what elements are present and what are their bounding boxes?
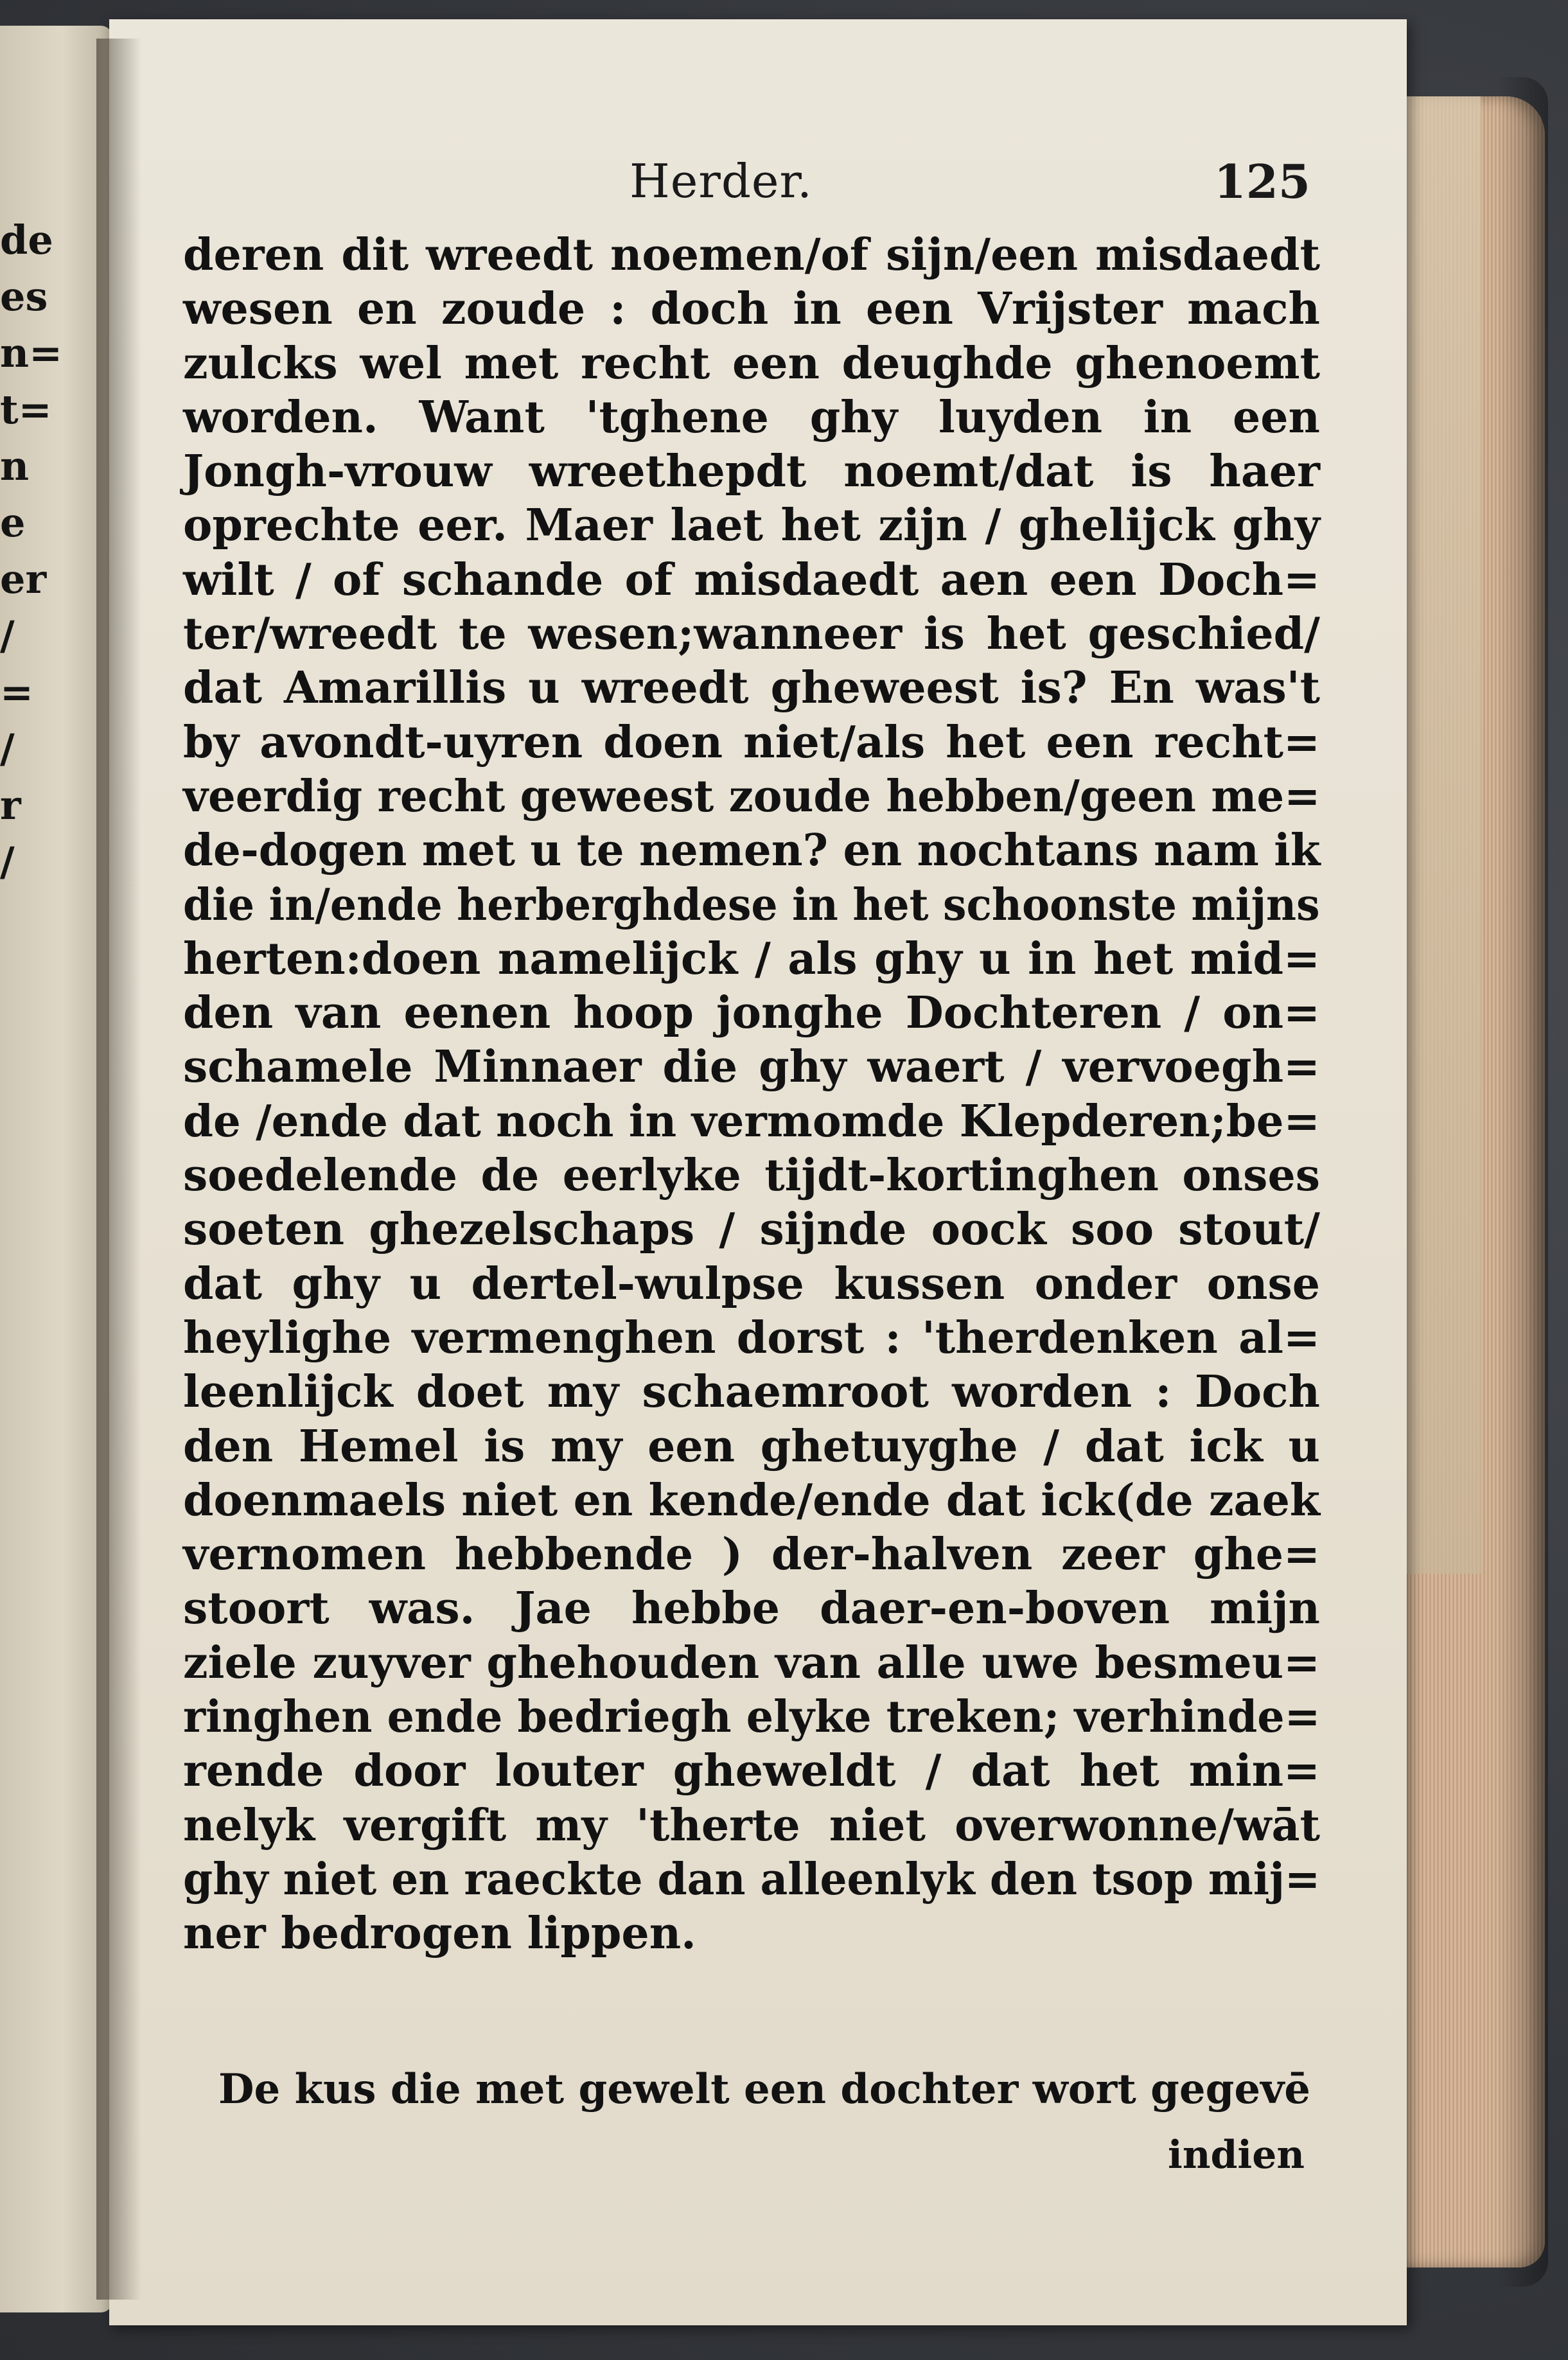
text-line: soedelende de eerlyke tijdt-kortinghen onses <box>183 1150 1320 1202</box>
marginal-catchphrase: De kus die met gewelt een dochter wort gegevē <box>218 2065 1310 2113</box>
text-line: ter/wreedt te wesen;wanneer is het geschied/ <box>183 608 1320 660</box>
text-line: ziele zuyver ghehouden van alle uwe besmeu= <box>183 1637 1320 1689</box>
facing-page-left <box>0 26 112 2312</box>
text-line: wilt / of schande of misdaedt aen een Doch= <box>183 554 1320 606</box>
text-line: dat ghy u dertel-wulpse kussen onder onse <box>183 1258 1320 1310</box>
text-line: de /ende dat noch in vermomde Klepderen;be= <box>183 1095 1320 1147</box>
text-line: veerdig recht geweest zoude hebben/geen me= <box>183 770 1321 822</box>
body-text <box>183 228 1320 1961</box>
text-line: ghy niet en raeckte dan alleenlyk den tsop mij= <box>183 1853 1321 1905</box>
text-line: ner bedrogen lippen. <box>183 1908 696 1960</box>
text-line: den van eenen hoop jonghe Dochteren / on= <box>183 987 1320 1039</box>
text-line: worden. Want 'tghene ghy luyden in een <box>183 391 1320 443</box>
facing-page-text-fragments: de es n= t= n e er / = / r / <box>0 216 63 885</box>
text-line: dat Amarillis u wreedt gheweest is? En was't <box>183 662 1320 714</box>
text-line: by avondt-uyren doen niet/als het een recht= <box>183 716 1320 768</box>
running-head: Herder. <box>630 154 813 208</box>
page-number: 125 <box>1213 154 1310 209</box>
text-line: Jongh-vrouw wreethepdt noemt/dat is haer <box>183 446 1320 498</box>
page-header <box>193 154 1310 225</box>
text-line: herten:doen namelijck / als ghy u in het mid= <box>183 933 1320 985</box>
text-line: den Hemel is my een ghetuyghe / dat ick u <box>183 1420 1320 1472</box>
gutter-shadow <box>96 39 141 2300</box>
text-line: deren dit wreedt noemen/of sijn/een misdaedt <box>183 229 1320 281</box>
text-line: soeten ghezelschaps / sijnde oock soo stout/ <box>183 1204 1320 1256</box>
text-line: ringhen ende bedriegh elyke treken; verhinde= <box>183 1691 1321 1743</box>
text-line: stoort was. Jae hebbe daer-en-boven mijn <box>183 1583 1320 1635</box>
text-line: de-dogen met u te nemen? en nochtans nam ik <box>183 825 1321 877</box>
text-line: oprechte eer. Maer laet het zijn / ghelijck ghy <box>183 500 1320 552</box>
text-line: rende door louter gheweldt / dat het min= <box>183 1745 1320 1797</box>
text-line: die in/ende herberghdese in het schoonste mijns <box>183 879 1320 931</box>
text-line: heylighe vermenghen dorst : 'therdenken al= <box>183 1312 1320 1364</box>
text-line: schamele Minnaer die ghy waert / vervoegh= <box>183 1041 1320 1093</box>
text-line: nelyk vergift my 'therte niet overwonne/wāt <box>183 1799 1320 1851</box>
text-line: doenmaels niet en kende/ende dat ick(de zaek <box>183 1474 1320 1526</box>
text-line: zulcks wel met recht een deughde ghenoemt <box>183 337 1320 389</box>
text-line: vernomen hebbende ) der-halven zeer ghe= <box>183 1529 1320 1581</box>
text-line: wesen en zoude : doch in een Vrijster mach <box>183 283 1320 335</box>
catchword: indien <box>1168 2133 1305 2178</box>
text-line: leenlijck doet my schaemroot worden : Doch <box>183 1366 1320 1418</box>
book-edge-shadow <box>1497 77 1548 2287</box>
page-edges-highlight <box>1404 96 1481 1574</box>
